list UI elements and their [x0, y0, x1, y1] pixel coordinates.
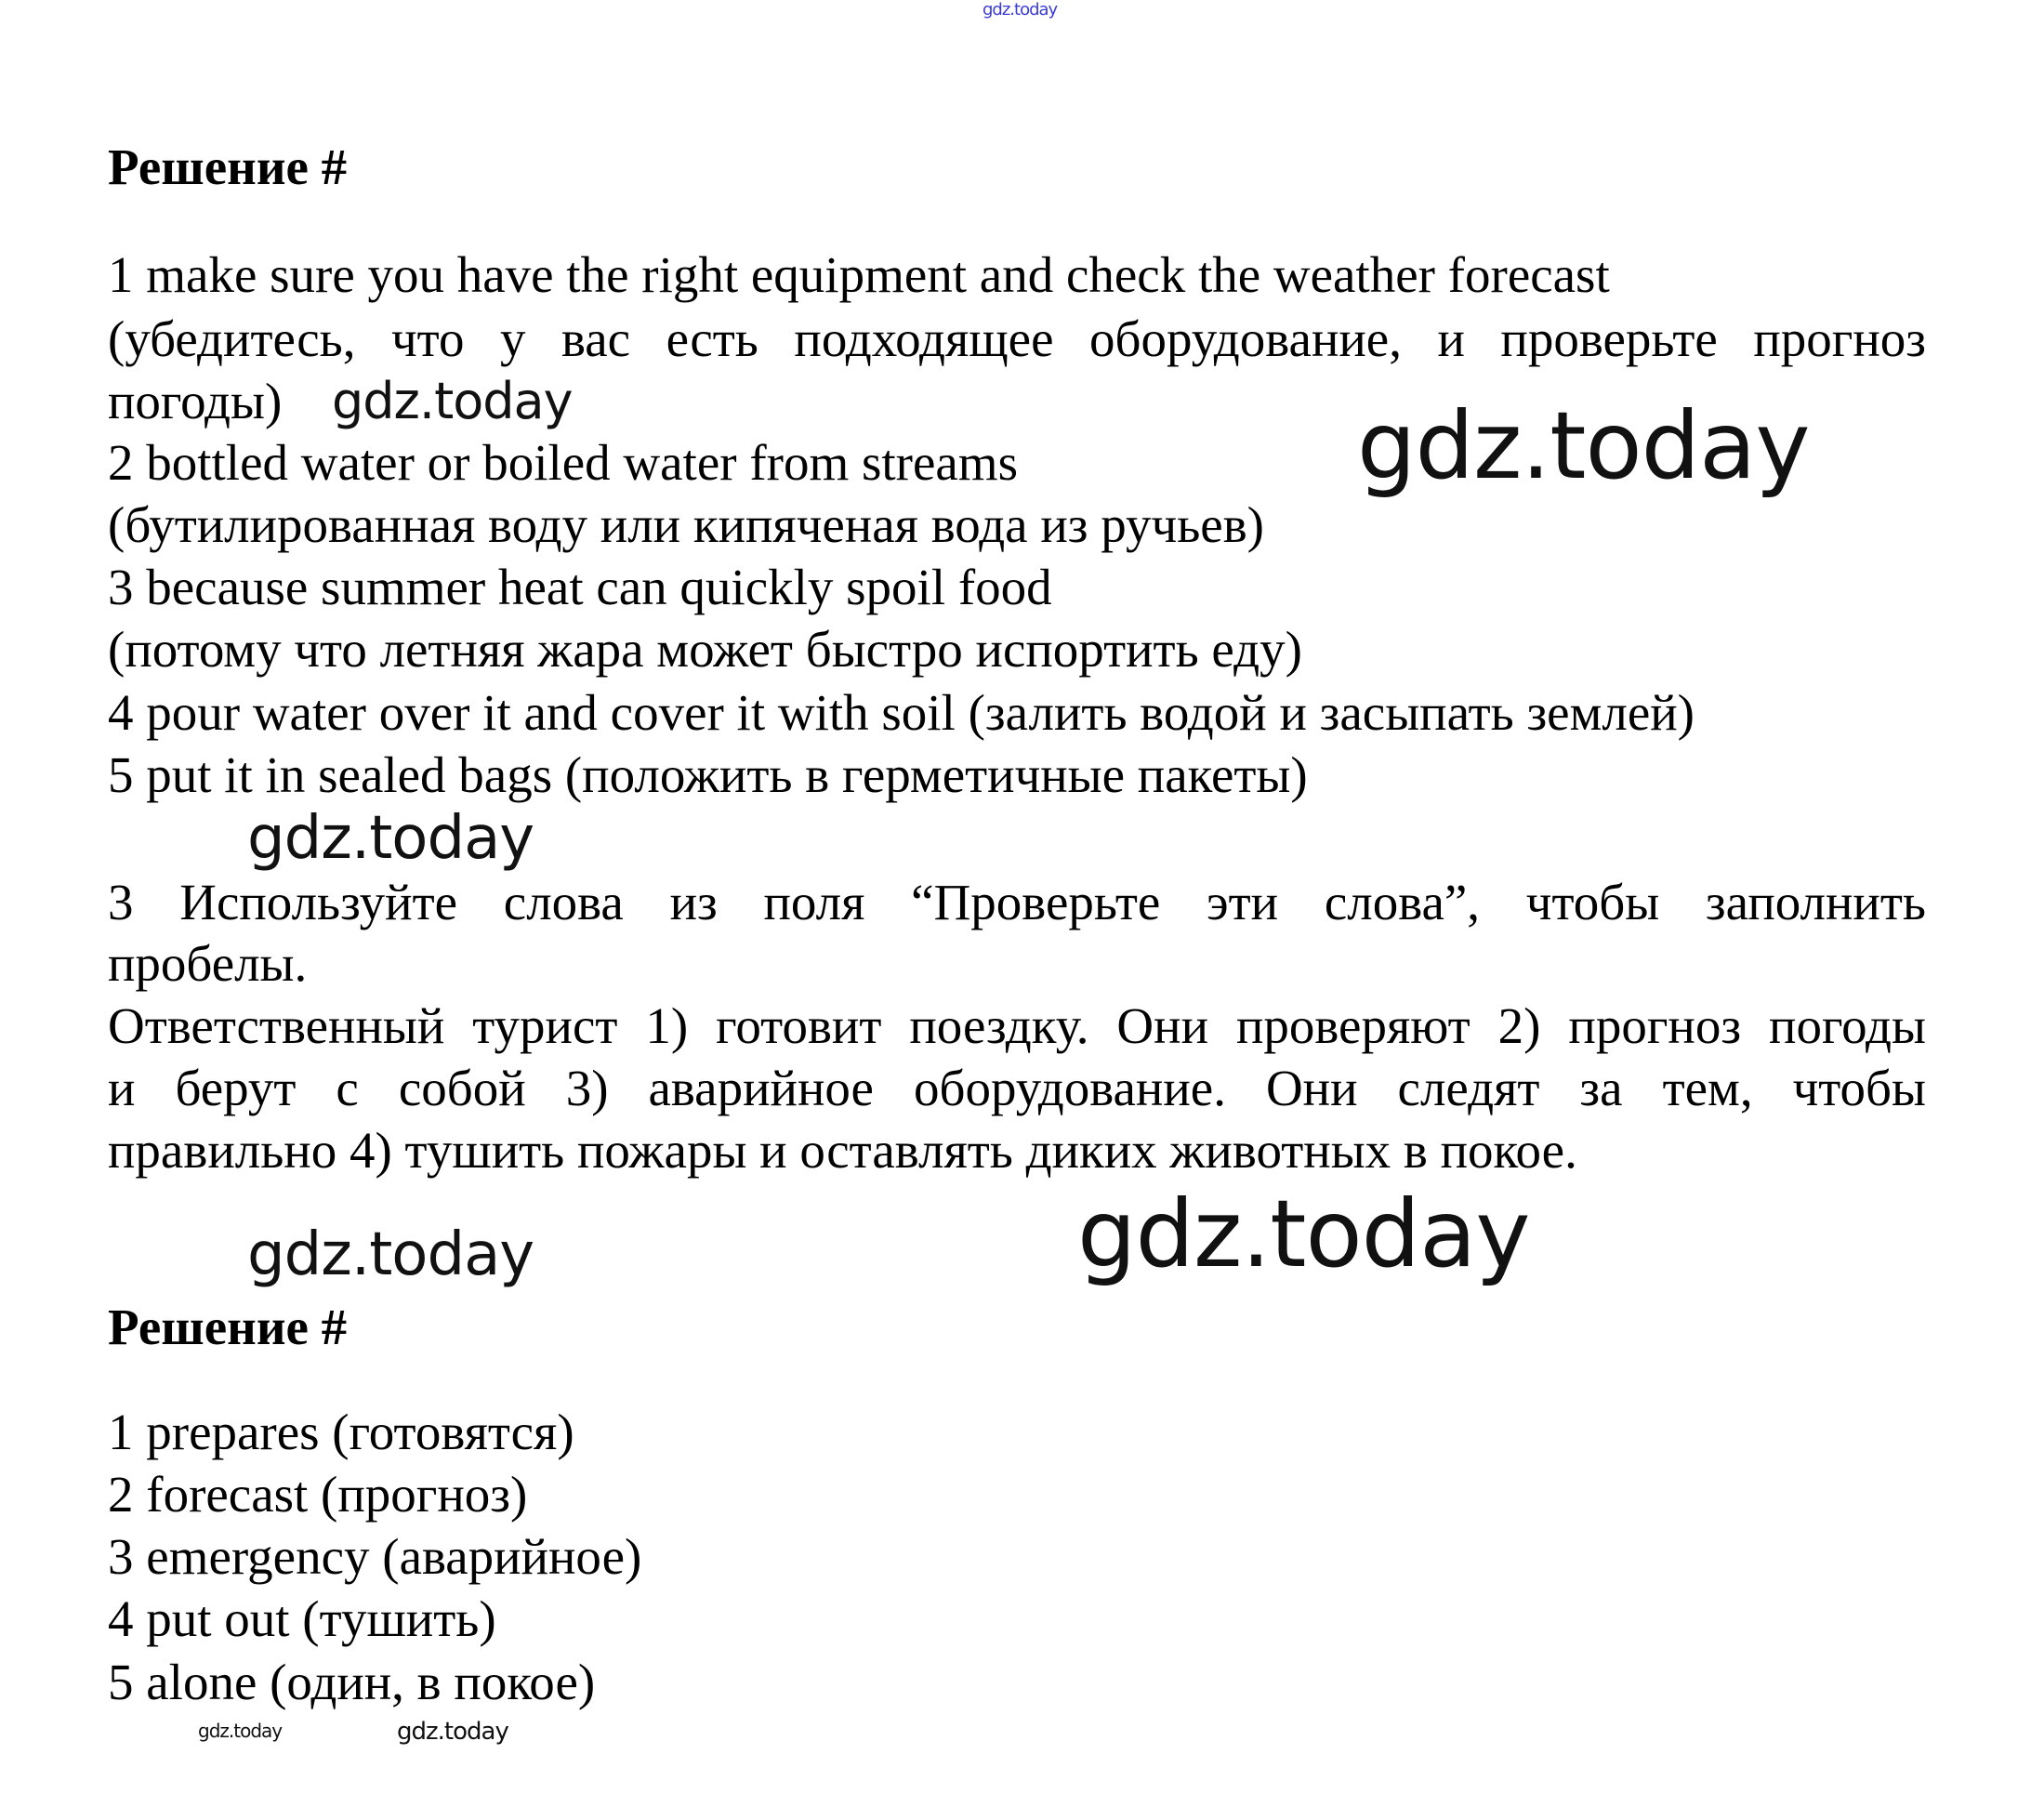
task-line: Ответственный турист 1) готовит поездку. Они проверяют 2) прогноз погоды: [108, 997, 1926, 1054]
watermark: gdz.today: [1077, 1180, 1530, 1288]
answer-item: 4 put out (тушить): [108, 1590, 496, 1647]
task-line: и берут с собой 3) аварийное оборудование. Они следят за тем, чтобы: [108, 1060, 1926, 1116]
watermark: gdz.today: [1357, 391, 1810, 500]
watermark: gdz.today: [198, 1720, 283, 1742]
solution-heading-1: Решение #: [108, 138, 348, 195]
task-line: правильно 4) тушить пожары и оставлять диких животных в покое.: [108, 1122, 1577, 1179]
watermark: gdz.today: [397, 1718, 508, 1746]
watermark: gdz.today: [247, 804, 534, 873]
watermark: gdz.today: [332, 372, 573, 430]
answer-line: (убедитесь, что у вас есть подходящее оборудование, и проверьте прогноз: [108, 310, 1926, 367]
answer-line: 3 because summer heat can quickly spoil food: [108, 559, 1052, 615]
answer-line: (потому что летняя жара может быстро испортить еду): [108, 621, 1302, 678]
task-line: 3 Используйте слова из поля “Проверьте эти слова”, чтобы заполнить: [108, 874, 1926, 930]
task-line: пробелы.: [108, 935, 308, 992]
answer-item: 5 alone (один, в покое): [108, 1654, 596, 1710]
answer-line: 5 put it in sealed bags (положить в герметичные пакеты): [108, 746, 1308, 803]
solution-heading-2: Решение #: [108, 1299, 348, 1355]
answer-line: погоды): [108, 373, 283, 429]
answer-line: 4 pour water over it and cover it with soil (залить водой и засыпать землей): [108, 684, 1695, 741]
answer-item: 3 emergency (аварийное): [108, 1528, 642, 1585]
watermark-top[interactable]: gdz.today: [983, 0, 1058, 20]
answer-item: 1 prepares (готовятся): [108, 1404, 574, 1460]
answer-line: 1 make sure you have the right equipment and check the weather forecast: [108, 246, 1610, 303]
answer-line: 2 bottled water or boiled water from streams: [108, 434, 1018, 491]
watermark: gdz.today: [247, 1220, 534, 1289]
answer-item: 2 forecast (прогноз): [108, 1466, 528, 1523]
answer-line: (бутилированная воду или кипяченая вода из ручьев): [108, 496, 1264, 553]
